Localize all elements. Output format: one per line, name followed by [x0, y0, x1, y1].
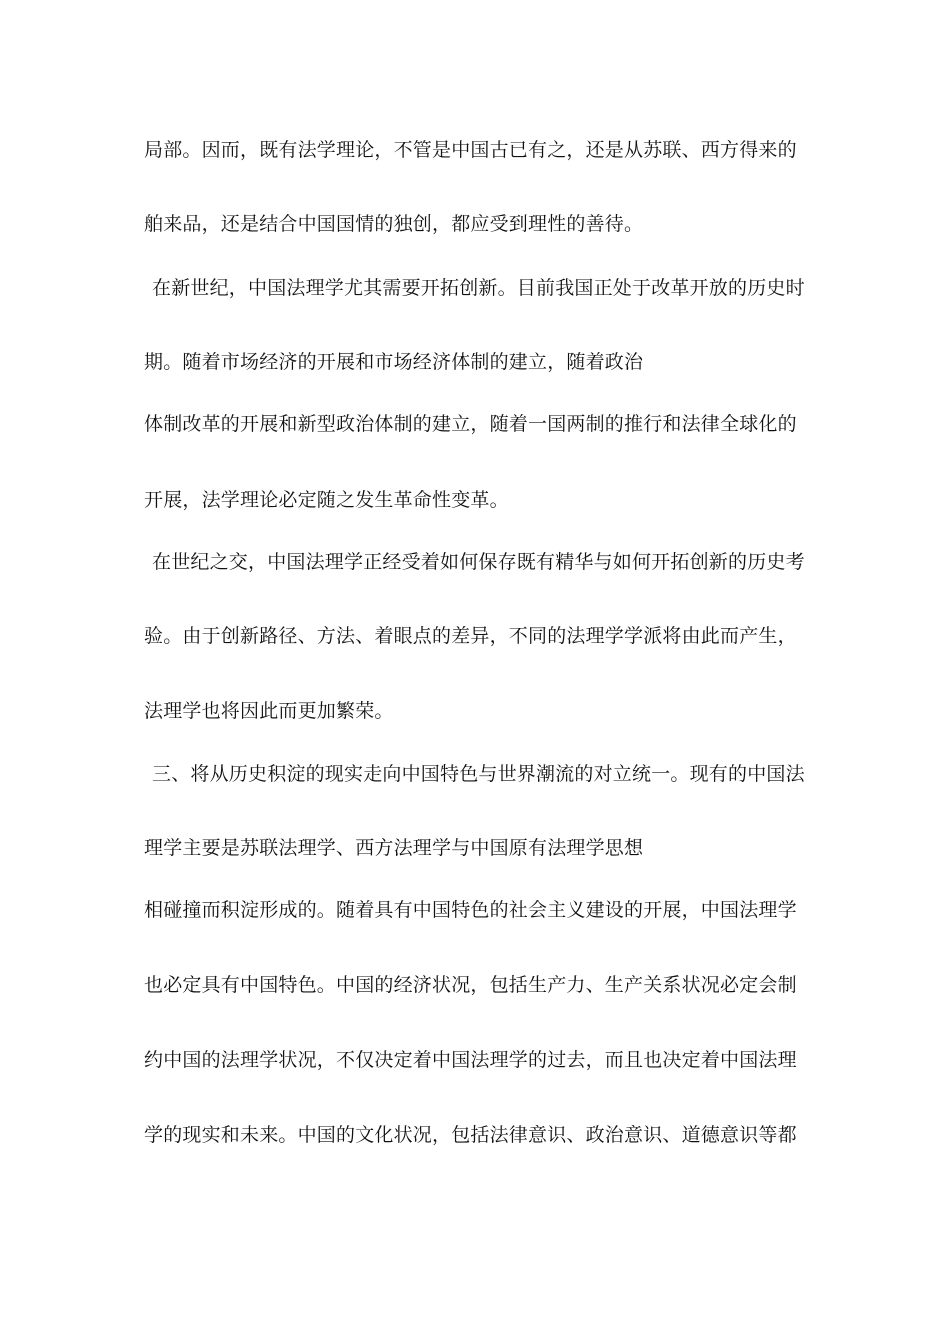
paragraph-start-line: 三、将从历史积淀的现实走向中国特色与世界潮流的对立统一。现有的中国法 — [152, 763, 805, 785]
paragraph-start-line: 在世纪之交，中国法理学正经受着如何保存既有精华与如何开拓创新的历史考 — [152, 551, 805, 573]
text-line: 局部。因而，既有法学理论，不管是中国古已有之，还是从苏联、西方得来的 — [144, 139, 797, 161]
text-line: 约中国的法理学状况，不仅决定着中国法理学的过去，而且也决定着中国法理 — [144, 1049, 797, 1071]
text-line: 相碰撞而积淀形成的。随着具有中国特色的社会主义建设的开展，中国法理学 — [144, 899, 797, 921]
text-line: 学的现实和未来。中国的文化状况，包括法律意识、政治意识、道德意识等都 — [144, 1124, 797, 1146]
text-line: 期。随着市场经济的开展和市场经济体制的建立，随着政治 — [144, 351, 644, 373]
text-line: 体制改革的开展和新型政治体制的建立，随着一国两制的推行和法律全球化的 — [144, 413, 797, 435]
paragraph-start-line: 在新世纪，中国法理学尤其需要开拓创新。目前我国正处于改革开放的历史时 — [152, 277, 805, 299]
text-line: 验。由于创新路径、方法、着眼点的差异，不同的法理学学派将由此而产生， — [144, 625, 797, 647]
text-line: 舶来品，还是结合中国国情的独创，都应受到理性的善待。 — [144, 213, 644, 235]
text-line: 开展，法学理论必定随之发生革命性变革。 — [144, 489, 509, 511]
text-line: 理学主要是苏联法理学、西方法理学与中国原有法理学思想 — [144, 837, 644, 859]
text-line: 法理学也将因此而更加繁荣。 — [144, 700, 394, 722]
text-line: 也必定具有中国特色。中国的经济状况，包括生产力、生产关系状况必定会制 — [144, 974, 797, 996]
